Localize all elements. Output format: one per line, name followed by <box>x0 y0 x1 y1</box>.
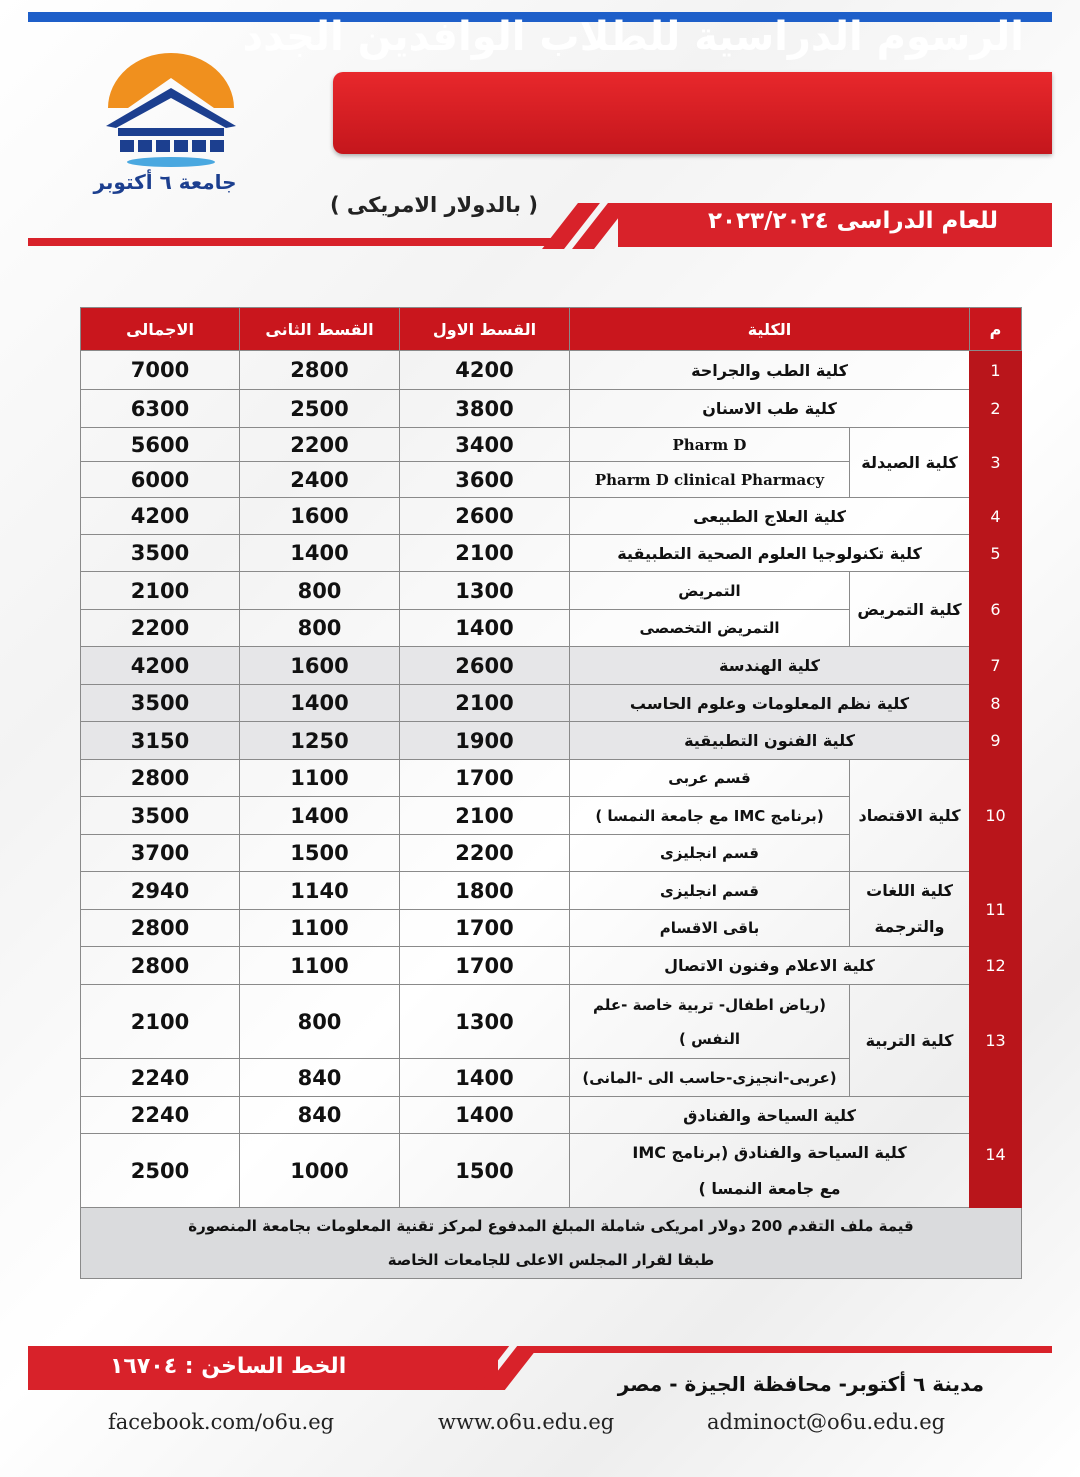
header-red-line <box>28 238 553 246</box>
total: 2800 <box>81 947 240 985</box>
table-footnote-row <box>81 1208 1022 1279</box>
total: 7000 <box>81 351 240 390</box>
total: 2800 <box>81 760 240 797</box>
table-row <box>81 390 1022 428</box>
faculty-name: كلية العلاج الطبيعى <box>570 498 970 535</box>
first-installment: 3600 <box>400 462 570 498</box>
faculty-name: كلية تكنولوجيا العلوم الصحية التطبيقية <box>570 535 970 572</box>
total: 6000 <box>81 462 240 498</box>
first-installment: 3400 <box>400 428 570 462</box>
program-name: (رياض اطفال- تربية خاصة -علم النفس ) <box>570 985 850 1059</box>
second-installment: 840 <box>240 1059 400 1097</box>
program-name: التمريض التخصصى <box>570 610 850 647</box>
header-total: الاجمالى <box>81 308 240 351</box>
table-row <box>81 1097 1022 1134</box>
program-name: قسم انجليزى <box>570 872 850 910</box>
table-row <box>81 760 1022 797</box>
table-row <box>81 872 1022 910</box>
faculty-name: كلية الفنون التطبيقية <box>570 722 970 760</box>
total: 2100 <box>81 985 240 1059</box>
second-installment: 1000 <box>240 1134 400 1208</box>
second-installment: 2400 <box>240 462 400 498</box>
second-installment: 1140 <box>240 872 400 910</box>
first-installment: 4200 <box>400 351 570 390</box>
total: 3500 <box>81 797 240 835</box>
row-number: 5 <box>970 535 1022 572</box>
faculty-name: كلية الهندسة <box>570 647 970 685</box>
header-faculty: الكلية <box>570 308 970 351</box>
table-footnote <box>81 1208 1022 1279</box>
first-installment: 1300 <box>400 572 570 610</box>
first-installment: 1500 <box>400 1134 570 1208</box>
first-installment: 1400 <box>400 610 570 647</box>
currency-note: ( بالدولار الامريكى ) <box>330 193 538 217</box>
table-row <box>81 647 1022 685</box>
program-name: قسم عربى <box>570 760 850 797</box>
total: 6300 <box>81 390 240 428</box>
first-installment: 1700 <box>400 910 570 947</box>
total: 2500 <box>81 1134 240 1208</box>
table-row <box>81 985 1022 1059</box>
facebook-link[interactable]: facebook.com/o6u.eg <box>108 1410 335 1434</box>
first-installment: 1900 <box>400 722 570 760</box>
faculty-name: كلية الاعلام وفنون الاتصال <box>570 947 970 985</box>
title-banner <box>333 72 1052 154</box>
program-name: Pharm D <box>570 428 850 462</box>
first-installment: 1400 <box>400 1097 570 1134</box>
second-installment: 2500 <box>240 390 400 428</box>
row-number: 8 <box>970 685 1022 722</box>
program-name: Pharm D clinical Pharmacy <box>570 462 850 498</box>
total: 3500 <box>81 535 240 572</box>
first-installment: 2600 <box>400 647 570 685</box>
total: 2240 <box>81 1097 240 1134</box>
table-row <box>81 535 1022 572</box>
total: 2800 <box>81 910 240 947</box>
row-number: 14 <box>970 1097 1022 1208</box>
page-title: الرسوم الدراسية للطلاب الوافدين الجدد <box>242 14 1024 60</box>
second-installment: 1100 <box>240 760 400 797</box>
first-installment: 1700 <box>400 947 570 985</box>
faculty-name: كلية الاقتصاد <box>850 760 970 872</box>
total: 4200 <box>81 498 240 535</box>
first-installment: 2200 <box>400 835 570 872</box>
table-row <box>81 351 1022 390</box>
program-name: التمريض <box>570 572 850 610</box>
address: مدينة ٦ أكتوبر- محافظة الجيزة - مصر <box>617 1372 984 1396</box>
faculty-name: كلية الطب والجراحة <box>570 351 970 390</box>
website-link[interactable]: www.o6u.edu.eg <box>438 1410 615 1434</box>
first-installment: 3800 <box>400 390 570 428</box>
table-header-row <box>81 308 1022 351</box>
second-installment: 1500 <box>240 835 400 872</box>
total: 2100 <box>81 572 240 610</box>
program-name: (برنامج IMC مع جامعة النمسا ) <box>570 797 850 835</box>
row-number: 2 <box>970 390 1022 428</box>
total: 4200 <box>81 647 240 685</box>
second-installment: 800 <box>240 610 400 647</box>
total: 3700 <box>81 835 240 872</box>
total: 3500 <box>81 685 240 722</box>
second-installment: 2800 <box>240 351 400 390</box>
first-installment: 1800 <box>400 872 570 910</box>
faculty-name: كلية السياحة والفنادق <box>570 1097 970 1134</box>
footnote-line-1: قيمة ملف التقدم 200 دولار امريكى شاملة المبلغ المدفوع لمركز تقنية المعلومات بجامعة المنصورة <box>188 1217 914 1235</box>
second-installment: 1400 <box>240 535 400 572</box>
second-installment: 1400 <box>240 797 400 835</box>
first-installment: 2100 <box>400 797 570 835</box>
faculty-name: كلية التربية <box>850 985 970 1097</box>
first-installment: 1400 <box>400 1059 570 1097</box>
second-installment: 1600 <box>240 498 400 535</box>
academic-year: للعام الدراسى ٢٠٢٣/٢٠٢٤ <box>707 208 998 234</box>
total: 3150 <box>81 722 240 760</box>
program-name: باقى الاقسام <box>570 910 850 947</box>
faculty-name: كلية نظم المعلومات وعلوم الحاسب <box>570 685 970 722</box>
faculty-name: كلية اللغات والترجمة <box>850 872 970 947</box>
row-number: 11 <box>970 872 1022 947</box>
row-number: 13 <box>970 985 1022 1097</box>
email-link[interactable]: adminoct@o6u.edu.eg <box>707 1410 946 1434</box>
row-number: 7 <box>970 647 1022 685</box>
faculty-name: كلية الصيدلة <box>850 428 970 498</box>
second-installment: 1600 <box>240 647 400 685</box>
first-installment: 2100 <box>400 535 570 572</box>
first-installment: 2600 <box>400 498 570 535</box>
second-installment: 1250 <box>240 722 400 760</box>
total: 2240 <box>81 1059 240 1097</box>
first-installment: 2100 <box>400 685 570 722</box>
hotline: الخط الساخن : ١٦٧٠٤ <box>110 1354 347 1379</box>
second-installment: 2200 <box>240 428 400 462</box>
first-installment: 1300 <box>400 985 570 1059</box>
faculty-name: كلية طب الاسنان <box>570 390 970 428</box>
row-number: 3 <box>970 428 1022 498</box>
table-row <box>81 428 1022 462</box>
table-row <box>81 685 1022 722</box>
table-row <box>81 498 1022 535</box>
table-row <box>81 1134 1022 1208</box>
second-installment: 800 <box>240 572 400 610</box>
logo-text: جامعة ٦ أكتوبر <box>93 170 237 194</box>
faculty-name: كلية السياحة والفنادق (برنامج IMC مع جامعة النمسا ) <box>570 1134 970 1208</box>
second-installment: 1100 <box>240 947 400 985</box>
header-num: م <box>970 308 1022 351</box>
total: 2200 <box>81 610 240 647</box>
row-number: 12 <box>970 947 1022 985</box>
fees-table <box>80 307 1022 1279</box>
program-name: (عربى-انجيزى-حاسب الى -المانى) <box>570 1059 850 1097</box>
first-installment: 1700 <box>400 760 570 797</box>
faculty-name: كلية التمريض <box>850 572 970 647</box>
row-number: 9 <box>970 722 1022 760</box>
total: 2940 <box>81 872 240 910</box>
row-number: 1 <box>970 351 1022 390</box>
second-installment: 800 <box>240 985 400 1059</box>
row-number: 10 <box>970 760 1022 872</box>
row-number: 4 <box>970 498 1022 535</box>
table-row <box>81 947 1022 985</box>
second-installment: 840 <box>240 1097 400 1134</box>
footer-red-line <box>528 1346 1052 1353</box>
table-row <box>81 572 1022 610</box>
header-second-installment: القسط الثانى <box>240 308 400 351</box>
second-installment: 1400 <box>240 685 400 722</box>
total: 5600 <box>81 428 240 462</box>
row-number: 6 <box>970 572 1022 647</box>
second-installment: 1100 <box>240 910 400 947</box>
program-name: قسم انجليزى <box>570 835 850 872</box>
header-first-installment: القسط الاول <box>400 308 570 351</box>
table-row <box>81 722 1022 760</box>
footnote-line-2: طبقا لقرار المجلس الاعلى للجامعات الخاصة <box>387 1251 715 1269</box>
